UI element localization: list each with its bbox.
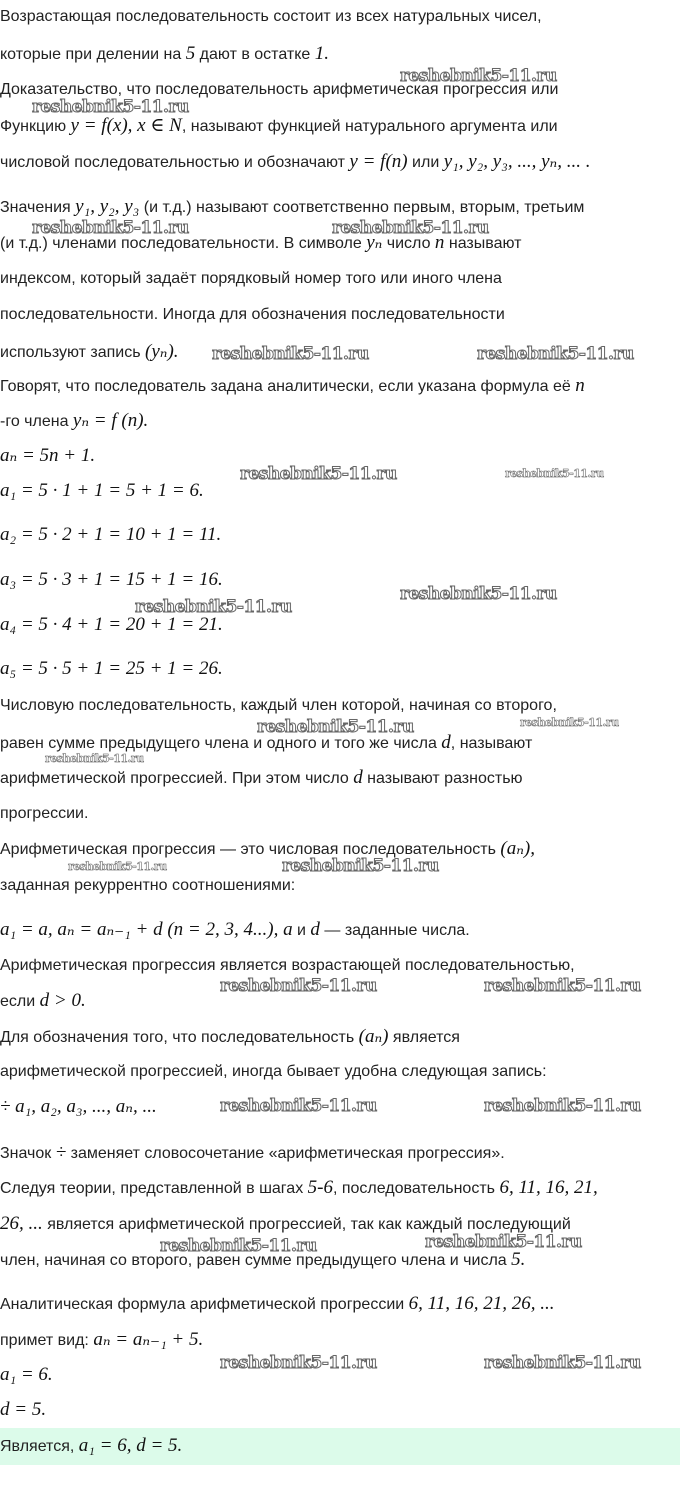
- watermark: reshebnik5-11.ru: [135, 597, 292, 617]
- text-segment: называют: [444, 235, 522, 252]
- text-segment: Арифметическая прогрессия является возрастающей последовательностью,: [0, 957, 575, 974]
- math-expression: d > 0.: [39, 990, 86, 1011]
- text-line: [0, 268, 502, 290]
- text-line: [0, 115, 558, 137]
- watermark: reshebnik5-11.ru: [505, 467, 604, 480]
- math-expression: 1.: [314, 43, 329, 64]
- text-segment: Является,: [0, 1438, 79, 1455]
- math-expression: y = f(x), x ∈ N: [70, 115, 182, 136]
- watermark: reshebnik5-11.ru: [160, 1236, 317, 1256]
- math-expression: yₙ = f (n).: [72, 410, 149, 431]
- text-segment: является арифметической прогрессией, так как каждый последующий: [42, 1216, 571, 1233]
- text-line: [0, 838, 535, 860]
- math-expression: a₁ = 5 · 1 + 1 = 5 + 1 = 6.: [0, 480, 204, 501]
- text-segment: Функцию: [0, 118, 71, 135]
- text-segment: число: [382, 235, 435, 252]
- text-segment: Доказательство, что последовательность арифметическая прогрессия или: [0, 81, 559, 98]
- math-expression: a₅ = 5 · 5 + 1 = 25 + 1 = 26.: [0, 658, 223, 679]
- watermark: reshebnik5-11.ru: [332, 218, 489, 238]
- text-segment: числовой последовательностью и обозначают: [0, 154, 350, 171]
- math-expression: d: [310, 919, 320, 940]
- text-segment: Говорят, что последователь задана аналитически, если указана формула её: [0, 378, 576, 395]
- text-line: [0, 614, 223, 636]
- text-segment: , последовательность: [332, 1180, 500, 1197]
- text-line: [0, 1177, 598, 1199]
- math-expression: 6, 11, 16, 21, 26, ...: [408, 1293, 555, 1314]
- watermark: reshebnik5-11.ru: [220, 976, 377, 996]
- text-segment: если: [0, 993, 40, 1010]
- text-line: [0, 524, 221, 546]
- math-expression: 5.: [511, 1249, 526, 1270]
- math-expression: 6, 11, 16, 21,: [499, 1177, 598, 1198]
- text-segment: прогрессии.: [0, 805, 89, 822]
- text-line: [0, 304, 505, 326]
- watermark: reshebnik5-11.ru: [257, 717, 414, 737]
- math-expression: 5-6: [307, 1177, 333, 1198]
- text-segment: заменяет словосочетание «арифметическая прогрессия».: [66, 1145, 505, 1162]
- math-expression: aₙ = aₙ₋₁ + 5.: [93, 1329, 204, 1350]
- text-segment: Арифметическая прогрессия — это числовая последовательность: [0, 841, 501, 858]
- math-expression: a₁ = 6, d = 5.: [78, 1435, 183, 1456]
- math-expression: a₃ = 5 · 3 + 1 = 15 + 1 = 16.: [0, 569, 223, 590]
- text-line: [0, 410, 148, 432]
- text-segment: называют разностью: [362, 770, 523, 787]
- watermark: reshebnik5-11.ru: [282, 856, 439, 876]
- text-segment: или: [407, 154, 444, 171]
- watermark: reshebnik5-11.ru: [68, 860, 167, 873]
- text-line: [0, 803, 88, 825]
- text-line: [0, 875, 295, 897]
- text-segment: Числовую последовательность, каждый член которой, начиная со второго,: [0, 697, 557, 714]
- watermark: reshebnik5-11.ru: [220, 1096, 377, 1116]
- text-line: [0, 1435, 182, 1457]
- text-segment: и: [292, 922, 311, 939]
- text-line: [0, 6, 542, 28]
- text-line: [0, 569, 223, 591]
- text-line: [0, 1364, 53, 1386]
- text-segment: Аналитическая формула арифметической прогрессии: [0, 1296, 409, 1313]
- watermark: reshebnik5-11.ru: [484, 976, 641, 996]
- watermark: reshebnik5-11.ru: [400, 66, 557, 86]
- math-expression: d: [441, 732, 451, 753]
- text-segment: равен сумме предыдущего члена и одного и того же числа: [0, 735, 442, 752]
- text-line: [0, 1329, 203, 1351]
- watermark: reshebnik5-11.ru: [484, 1096, 641, 1116]
- text-segment: , называют функцией натурального аргумента или: [181, 118, 558, 135]
- text-line: [0, 1399, 46, 1421]
- text-segment: примет вид:: [0, 1332, 94, 1349]
- math-expression: a₁ = a, aₙ = aₙ₋₁ + d (n = 2, 3, 4...), a: [0, 919, 293, 940]
- math-expression: (aₙ),: [500, 838, 535, 859]
- text-line: [0, 196, 584, 218]
- text-line: [0, 695, 557, 717]
- text-line: [0, 1142, 505, 1164]
- text-segment: член, начиная со второго, равен сумме предыдущего члена и числа: [0, 1252, 512, 1269]
- math-expression: 26, ...: [0, 1213, 43, 1234]
- text-line: [0, 375, 585, 397]
- text-line: [0, 43, 329, 65]
- text-segment: Значения: [0, 199, 76, 216]
- watermark: reshebnik5-11.ru: [45, 752, 144, 765]
- math-expression: ÷ a₁, a₂, a₃, ..., aₙ, ...: [0, 1096, 157, 1117]
- math-expression: yₙ: [366, 232, 383, 253]
- math-expression: a₂ = 5 · 2 + 1 = 10 + 1 = 11.: [0, 524, 222, 545]
- text-segment: -го члена: [0, 413, 73, 430]
- text-line: [0, 919, 470, 941]
- text-line: [0, 341, 179, 363]
- text-segment: Возрастающая последовательность состоит из всех натуральных чисел,: [0, 8, 542, 25]
- math-expression: y₁, y₂, y₃, ..., yₙ, ... .: [443, 151, 591, 172]
- text-segment: арифметической прогрессией, иногда бывает удобна следующая запись:: [0, 1063, 547, 1080]
- text-line: [0, 1096, 157, 1118]
- math-expression: y₁, y₂, y₃: [75, 196, 140, 217]
- text-segment: , называют: [450, 735, 533, 752]
- math-expression: n: [575, 375, 585, 396]
- math-expression: n: [434, 232, 445, 253]
- text-line: [0, 990, 86, 1012]
- watermark: reshebnik5-11.ru: [240, 464, 397, 484]
- text-segment: (и т.д.) членами последовательности. В символе: [0, 235, 367, 252]
- text-line: [0, 480, 204, 502]
- text-line: [0, 445, 95, 467]
- watermark: reshebnik5-11.ru: [425, 1232, 582, 1252]
- math-expression: 5: [185, 43, 196, 64]
- math-expression: (aₙ): [358, 1026, 389, 1047]
- watermark: reshebnik5-11.ru: [477, 344, 634, 364]
- text-segment: Следуя теории, представленной в шагах: [0, 1180, 308, 1197]
- text-segment: заданная рекуррентно соотношениями:: [0, 877, 296, 894]
- watermark: reshebnik5-11.ru: [400, 584, 557, 604]
- text-segment: индексом, который задаёт порядковый номер того или иного члена: [0, 270, 502, 287]
- text-segment: Значок: [0, 1145, 56, 1162]
- text-line: [0, 1061, 547, 1083]
- watermark: reshebnik5-11.ru: [32, 218, 189, 238]
- text-line: [0, 151, 590, 173]
- watermark: reshebnik5-11.ru: [220, 1353, 377, 1373]
- text-segment: последовательности. Иногда для обозначения последовательности: [0, 306, 505, 323]
- math-expression: y = f(n): [349, 151, 408, 172]
- text-segment: используют запись: [0, 344, 146, 361]
- watermark: reshebnik5-11.ru: [32, 97, 189, 117]
- text-segment: — заданные числа.: [319, 922, 470, 939]
- math-expression: a₄ = 5 · 4 + 1 = 20 + 1 = 21.: [0, 614, 223, 635]
- math-expression: ÷: [55, 1142, 67, 1163]
- math-expression: a₁ = 6.: [0, 1364, 53, 1385]
- text-line: [0, 1026, 460, 1048]
- watermark: reshebnik5-11.ru: [520, 716, 619, 729]
- text-line: [0, 767, 523, 789]
- text-segment: Для обозначения того, что последовательность: [0, 1029, 359, 1046]
- text-line: [0, 658, 223, 680]
- text-segment: (и т.д.) называют соответственно первым, вторым, третьим: [139, 199, 585, 216]
- text-line: [0, 1293, 555, 1315]
- math-expression: d: [353, 767, 363, 788]
- text-segment: дают в остатке: [195, 46, 315, 63]
- math-expression: d = 5.: [0, 1399, 47, 1420]
- text-segment: которые при делении на: [0, 46, 186, 63]
- text-segment: арифметической прогрессией. При этом число: [0, 770, 354, 787]
- watermark: reshebnik5-11.ru: [484, 1353, 641, 1373]
- text-line: [0, 955, 575, 977]
- math-expression: (yₙ).: [145, 341, 179, 362]
- math-expression: aₙ = 5n + 1.: [0, 445, 96, 466]
- watermark: reshebnik5-11.ru: [212, 344, 369, 364]
- text-segment: является: [388, 1029, 460, 1046]
